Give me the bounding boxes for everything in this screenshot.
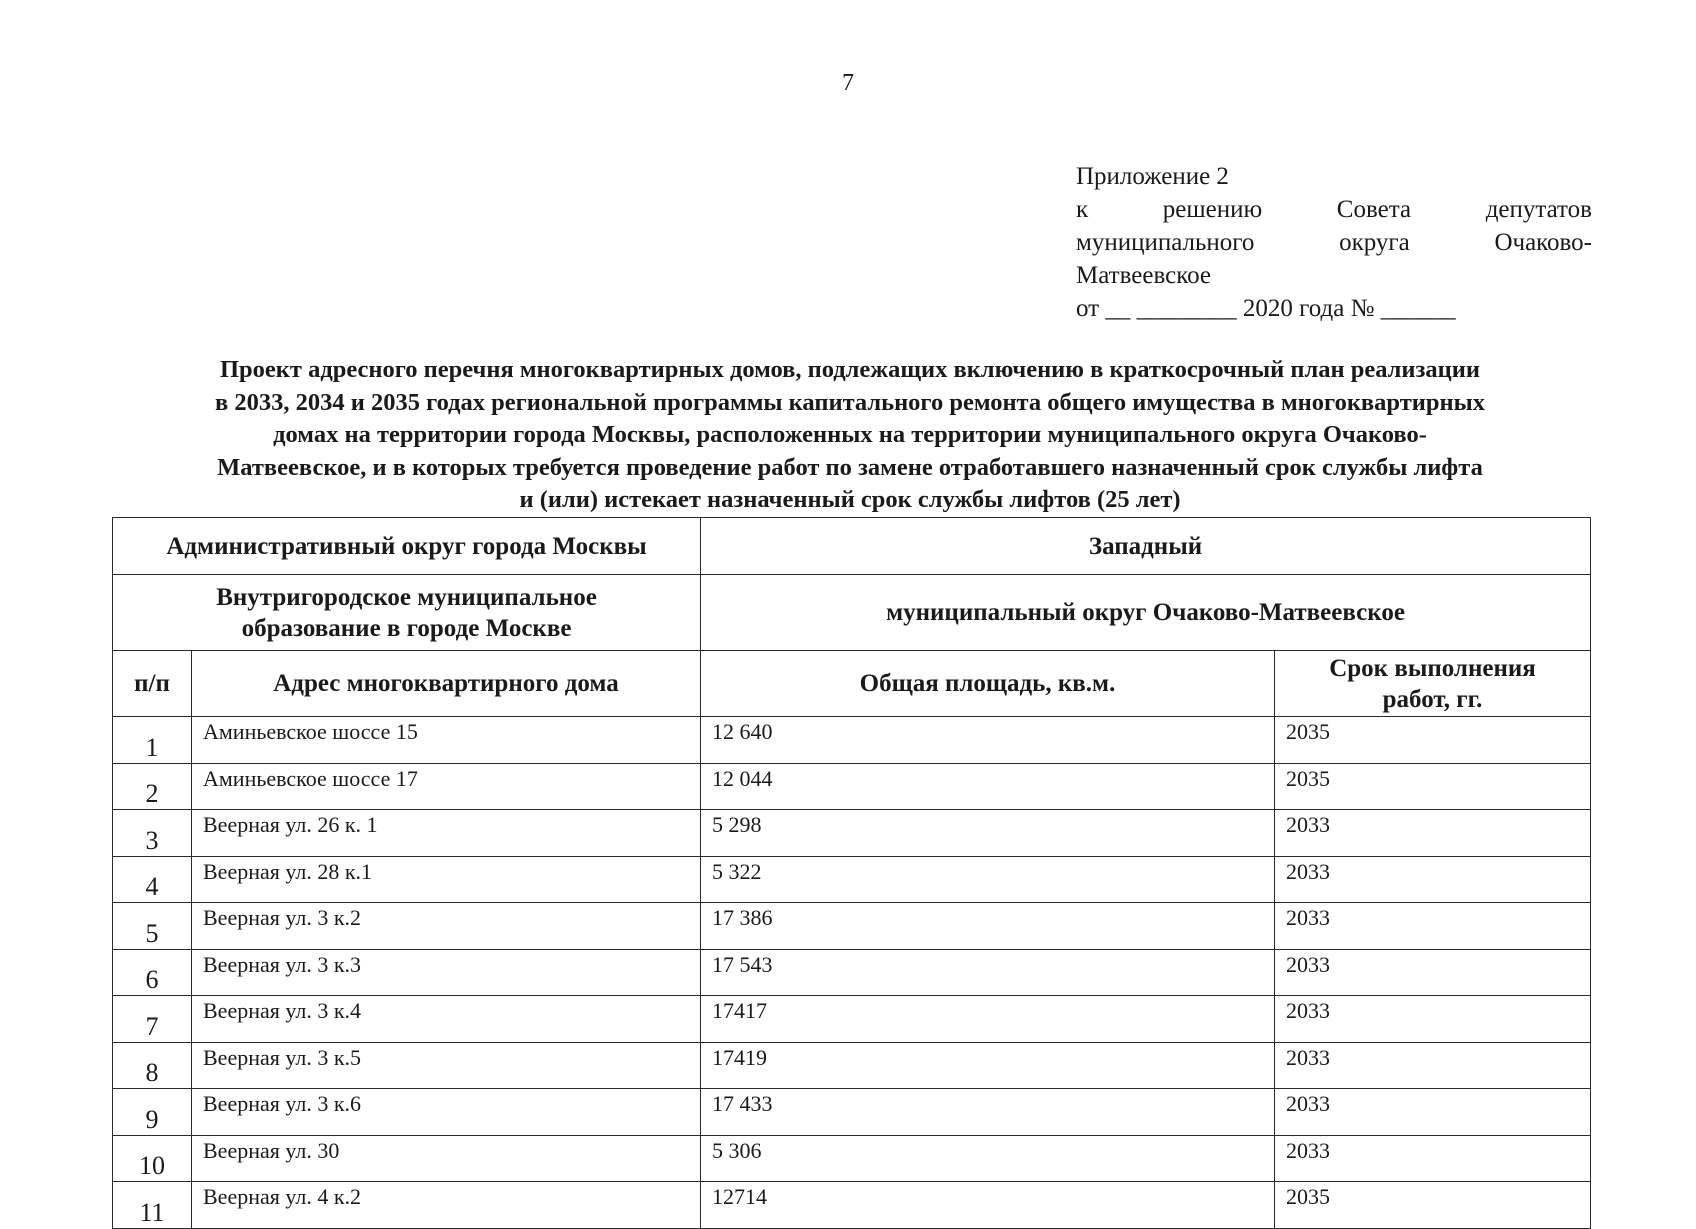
col-header-term-line: Срок выполнения: [1329, 654, 1536, 682]
col-header-num: п/п: [113, 651, 192, 717]
document-title: [112, 354, 1588, 517]
col-header-term: [1275, 651, 1591, 717]
area-cell: 5 322: [701, 856, 1275, 903]
title-line: Проект адресного перечня многоквартирных домов, подлежащих включению в краткосрочный план реализации: [220, 356, 1480, 383]
table-row: [113, 996, 1591, 1043]
title-line: домах на территории города Москвы, расположенных на территории муниципального округа Очаково-: [273, 421, 1427, 448]
table-row: [113, 856, 1591, 903]
col-header-area: Общая площадь, кв.м.: [701, 651, 1275, 717]
address-cell: Веерная ул. 4 к.2: [192, 1182, 701, 1229]
row-number-cell: 2: [113, 763, 192, 810]
row-number-cell: 1: [113, 717, 192, 764]
year-cell: 2033: [1275, 1089, 1591, 1136]
admin-district-label: Административный округ города Москвы: [113, 518, 701, 575]
table-row: [113, 1182, 1591, 1229]
appendix-word: к: [1076, 196, 1089, 223]
table-row: [113, 1042, 1591, 1089]
row-number-cell: 8: [113, 1042, 192, 1089]
table-row: [113, 717, 1591, 764]
year-cell: 2033: [1275, 996, 1591, 1043]
col-header-term-line: работ, гг.: [1382, 685, 1483, 713]
appendix-date-line: от __ ________ 2020 года № ______: [1076, 295, 1456, 322]
year-cell: 2035: [1275, 1182, 1591, 1229]
row-number-cell: 10: [113, 1135, 192, 1182]
address-cell: Веерная ул. 3 к.5: [192, 1042, 701, 1089]
municipality-label: [113, 575, 701, 651]
row-number-cell: 6: [113, 949, 192, 996]
year-cell: 2035: [1275, 763, 1591, 810]
appendix-line-district: [1076, 226, 1592, 259]
row-number-cell: 11: [113, 1182, 192, 1229]
row-number-cell: 3: [113, 810, 192, 857]
table-row: [113, 1135, 1591, 1182]
year-cell: 2033: [1275, 856, 1591, 903]
area-cell: 17417: [701, 996, 1275, 1043]
area-cell: 12 640: [701, 717, 1275, 764]
address-cell: Веерная ул. 3 к.2: [192, 903, 701, 950]
municipality-value: муниципальный округ Очаково-Матвеевское: [701, 575, 1591, 651]
year-cell: 2033: [1275, 903, 1591, 950]
appendix-word: муниципального: [1076, 229, 1255, 256]
address-cell: Веерная ул. 30: [192, 1135, 701, 1182]
year-cell: 2033: [1275, 1042, 1591, 1089]
address-cell: Веерная ул. 3 к.6: [192, 1089, 701, 1136]
address-cell: Аминьевское шоссе 15: [192, 717, 701, 764]
municipality-label-line: образование в городе Москве: [241, 614, 572, 642]
appendix-block: [1076, 160, 1592, 325]
admin-district-row: [113, 518, 1591, 575]
row-number-cell: 9: [113, 1089, 192, 1136]
table-row: [113, 810, 1591, 857]
appendix-line-district-end: Матвеевское: [1076, 262, 1211, 289]
admin-district-value: Западный: [701, 518, 1591, 575]
appendix-word: Совета: [1336, 196, 1412, 223]
col-header-address: Адрес многоквартирного дома: [192, 651, 701, 717]
area-cell: 12 044: [701, 763, 1275, 810]
area-cell: 17 543: [701, 949, 1275, 996]
column-header-row: [113, 651, 1591, 717]
table-row: [113, 763, 1591, 810]
title-line: Матвеевское, и в которых требуется проведение работ по замене отработавшего назначенный срок службы лифта: [217, 453, 1483, 481]
table-row: [113, 1089, 1591, 1136]
page-number: 7: [842, 70, 854, 96]
address-table: [112, 517, 1591, 1229]
address-cell: Веерная ул. 26 к. 1: [192, 810, 701, 857]
appendix-word: решению: [1162, 196, 1263, 223]
area-cell: 17 386: [701, 903, 1275, 950]
municipality-label-line: Внутригородское муниципальное: [216, 583, 597, 611]
address-cell: Веерная ул. 3 к.3: [192, 949, 701, 996]
area-cell: 5 298: [701, 810, 1275, 857]
appendix-title: Приложение 2: [1076, 163, 1229, 190]
year-cell: 2033: [1275, 1135, 1591, 1182]
year-cell: 2033: [1275, 810, 1591, 857]
title-line: в 2033, 2034 и 2035 годах региональной программы капитального ремонта общего имущества в многоквартирных: [214, 388, 1485, 416]
title-line: и (или) истекает назначенный срок службы лифтов (25 лет): [519, 486, 1181, 513]
table-row: [113, 949, 1591, 996]
area-cell: 5 306: [701, 1135, 1275, 1182]
address-cell: Аминьевское шоссе 17: [192, 763, 701, 810]
area-cell: 12714: [701, 1182, 1275, 1229]
appendix-word: депутатов: [1485, 196, 1592, 223]
row-number-cell: 7: [113, 996, 192, 1043]
row-number-cell: 4: [113, 856, 192, 903]
table-row: [113, 903, 1591, 950]
row-number-cell: 5: [113, 903, 192, 950]
address-cell: Веерная ул. 3 к.4: [192, 996, 701, 1043]
year-cell: 2033: [1275, 949, 1591, 996]
address-cell: Веерная ул. 28 к.1: [192, 856, 701, 903]
appendix-line-decision: [1076, 193, 1592, 226]
area-cell: 17 433: [701, 1089, 1275, 1136]
municipality-row: [113, 575, 1591, 651]
area-cell: 17419: [701, 1042, 1275, 1089]
appendix-word: округа: [1339, 229, 1410, 256]
year-cell: 2035: [1275, 717, 1591, 764]
appendix-word: Очаково-: [1494, 229, 1592, 256]
